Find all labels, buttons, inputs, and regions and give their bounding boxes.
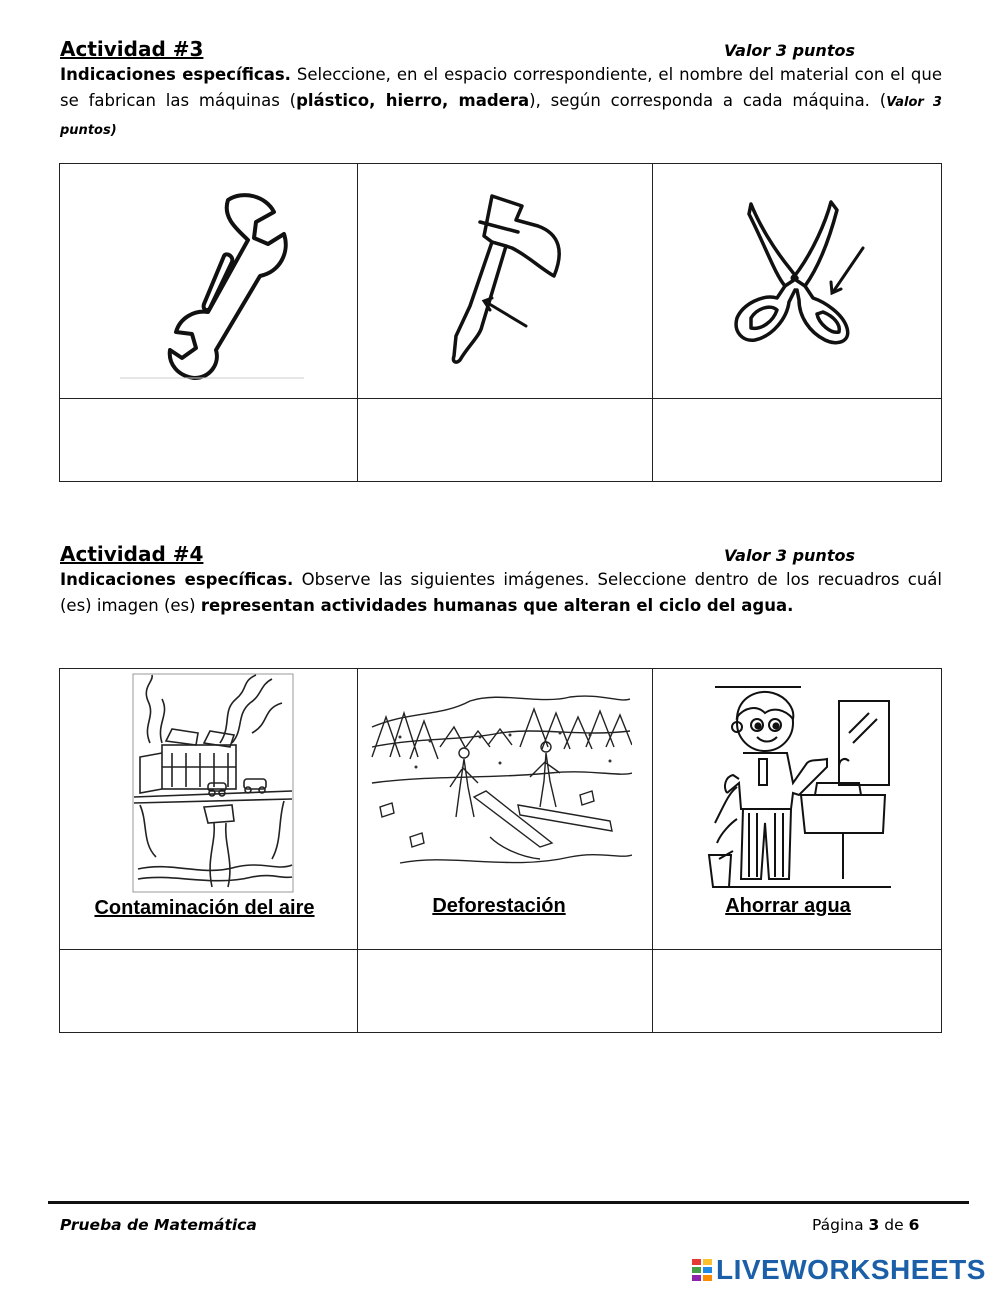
activity3-value: Valor 3 puntos [724, 41, 855, 60]
activity3-header [60, 37, 942, 63]
activity4-instructions: Indicaciones específicas. Observe las siguientes imágenes. Seleccione dentro de los recuadros cuál (es) imagen (es) representan actividades humanas que alteran el ciclo del agua. [60, 570, 942, 615]
factory-pollution-icon [132, 673, 294, 893]
activity4-image-cell-3 [653, 669, 942, 950]
footer-divider [48, 1201, 969, 1204]
liveworksheets-brand[interactable] [692, 1253, 986, 1287]
activity3-instructions-label: Indicaciones específicas. [60, 65, 291, 84]
footer-subject: Prueba de Matemática [60, 1216, 257, 1234]
activity3-image-cell-1 [60, 164, 358, 399]
activity3-image-cell-2 [358, 164, 653, 399]
activity3-value-note: Valor 3 puntos) [60, 95, 942, 138]
deforestation-icon [370, 687, 632, 875]
activity3-answer-3[interactable] [653, 399, 942, 482]
activity4-value: Valor 3 puntos [724, 546, 855, 565]
scissors-icon [713, 194, 893, 354]
liveworksheets-wordmark: LIVEWORKSHEETS [716, 1254, 986, 1285]
activity4-caption-3: Ahorrar agua [725, 895, 851, 917]
activity4-table [59, 668, 942, 1033]
activity3-image-cell-3 [653, 164, 942, 399]
activity4-answer-1[interactable] [60, 950, 358, 1033]
activity4-answer-2[interactable] [358, 950, 653, 1033]
page-total: 6 [908, 1216, 920, 1234]
activity3-answer-1[interactable] [60, 399, 358, 482]
activity3-title: Actividad #3 [60, 37, 204, 61]
activity3-instructions: Indicaciones específicas. Seleccione, en el espacio correspondiente, el nombre del material con el que se fabrican las máquinas (plástico, hierro, madera), según corresponda a cada máquina. (Valor 3 puntos) [60, 65, 943, 138]
activity4-answer-3[interactable] [653, 950, 942, 1033]
liveworksheets-logo-icon [692, 1259, 712, 1281]
activity4-title: Actividad #4 [60, 542, 204, 566]
activity4-instructions-label: Indicaciones específicas. [60, 570, 294, 589]
activity4-image-cell-1 [60, 669, 358, 950]
activity4-image-cell-2 [358, 669, 653, 950]
activity3-materials: plástico, hierro, madera [296, 91, 530, 110]
axe-icon [408, 186, 608, 376]
boy-saving-water-icon [707, 683, 893, 889]
activity4-caption-2: Deforestación [432, 895, 566, 917]
activity4-header [60, 542, 942, 568]
activity3-table [59, 163, 942, 482]
activity4-emphasis: representan actividades humanas que alteran el ciclo del agua. [200, 596, 794, 615]
wrench-icon [108, 178, 308, 384]
page-current: 3 [868, 1216, 880, 1234]
activity3-answer-2[interactable] [358, 399, 653, 482]
activity4-caption-1: Contaminación del aire [94, 897, 315, 919]
page-number: Página 3 de 6 [812, 1216, 920, 1234]
